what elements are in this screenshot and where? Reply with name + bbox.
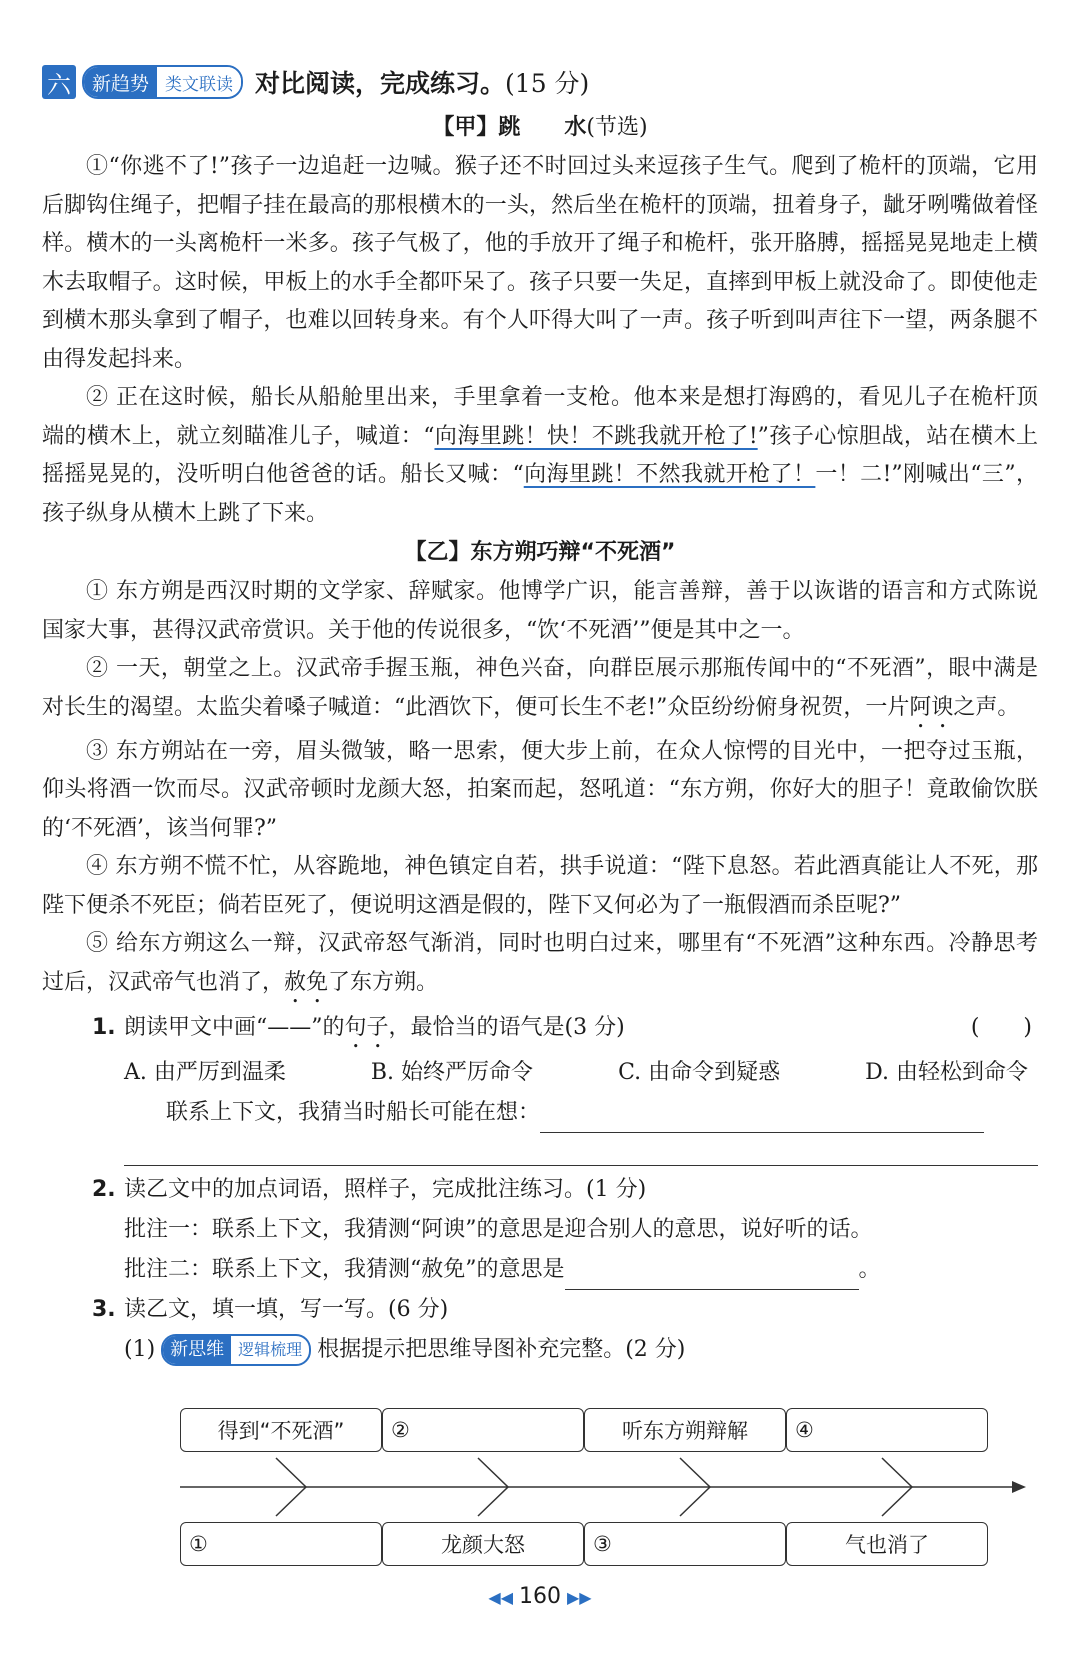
pb5-text-a: ⑤ 给东方朔这么一辩，汉武帝怒气渐消，同时也明白过来，哪里有“不死酒”这种东西。冷静思考过后，汉武帝气也消了，	[42, 931, 1038, 995]
option-b[interactable]: B. 始终严厉命令	[370, 1059, 534, 1085]
passage-b-paragraph-3: ③ 东方朔站在一旁，眉头微皱，略一思索，便大步上前，在众人惊愕的目光中，一把夺过玉瓶，仰头将酒一饮而尽。汉武帝顿时龙颜大怒，拍案而起，怒吼道：“东方朔，你好大的胆子！竟敢偷饮朕的‘不死酒’，该当何罪?”	[42, 738, 1038, 841]
trend-badge-sub: 类文联读	[157, 67, 241, 97]
instruction-points: (15 分)	[505, 69, 590, 98]
option-a[interactable]: A. 由严厉到温柔	[124, 1059, 286, 1085]
p2-text-c: 一！二!”刚喊出“三”，孩子纵身从横木上跳了下来。	[42, 462, 1038, 526]
map-top-box-3-text: 听东方朔辩解	[622, 1419, 748, 1443]
q1-text-a: 朗读甲文中画“——”的	[124, 1014, 345, 1040]
instruction-text: 对比阅读，完成练习。	[255, 69, 506, 98]
q1-text-b: ，最恰当的语气是(3 分)	[388, 1014, 625, 1040]
map-top-box-3	[584, 1408, 786, 1452]
pb2-text-b: 之声。	[953, 694, 1020, 720]
pb5-text-b: 了东方朔。	[328, 969, 439, 995]
map-top-box-2[interactable]	[382, 1408, 584, 1452]
annotation-2-text: 批注二：联系上下文，我猜测“赦免”的意思是	[124, 1256, 565, 1282]
question-3-text: 读乙文，填一填，写一写。(6 分)	[124, 1296, 449, 1322]
thinking-badge	[161, 1334, 311, 1366]
content	[42, 108, 1038, 1370]
passage-a-title	[42, 108, 1038, 148]
option-c[interactable]: C. 由命令到疑惑	[618, 1059, 781, 1085]
map-top-box-2-text: ②	[391, 1418, 410, 1442]
section-instruction	[255, 64, 589, 100]
map-top-box-4-text: ④	[795, 1418, 814, 1442]
thinking-badge-sub: 逻辑梳理	[238, 1339, 303, 1359]
p2-text-a: ② 正在这时候，船长从船舱里出来，手里拿着一支枪。他本来是想打海鸥的，看见儿子在桅杆顶端的横木上，就立刻瞄准儿子，喊道：“	[42, 385, 1038, 449]
trend-badge	[82, 65, 243, 99]
annotation-2	[42, 1250, 1038, 1290]
map-bottom-box-1[interactable]	[180, 1522, 382, 1566]
question-1-number: 1.	[92, 1014, 116, 1040]
map-bottom-box-4	[786, 1522, 988, 1566]
section-header	[42, 60, 1038, 104]
pb2-text-a: ② 一天，朝堂之上。汉武帝手握玉瓶，神色兴奋，向群臣展示那瓶传闻中的“不死酒”，眼中满是对长生的渴望。太监尖着嗓子喊道：“此酒饮下，便可长生不老!”众臣纷纷俯身祝贺，一片	[42, 656, 1038, 720]
passage-b-paragraph-5	[42, 925, 1038, 1008]
underlined-sentence-1: 向海里跳！快！不跳我就开枪了!	[434, 423, 758, 449]
question-1	[42, 1008, 1038, 1053]
thinking-badge-main: 新思维	[163, 1336, 231, 1364]
passage-a-subtitle: (节选)	[586, 115, 648, 140]
page-footer	[0, 1584, 1080, 1609]
map-top-box-1	[180, 1408, 382, 1452]
q1-prompt-text: 联系上下文，我猜当时船长可能在想：	[166, 1099, 541, 1125]
map-bottom-box-1-text: ①	[189, 1532, 208, 1556]
passage-b-title: 【乙】东方朔巧辩“不死酒”	[404, 540, 676, 565]
prev-arrows-icon: ◀◀	[488, 1588, 513, 1607]
dotted-word-ayu: 阿谀	[909, 694, 954, 720]
passage-a-title-text: 【甲】跳 水	[432, 115, 587, 140]
section-number: 六	[42, 65, 76, 99]
map-bottom-box-3-text: ③	[593, 1532, 612, 1556]
answer-bracket[interactable]: ( )	[970, 1014, 1032, 1040]
passage-b-paragraph-4: ④ 东方朔不慌不忙，从容跪地，神色镇定自若，拱手说道：“陛下息怒。若此酒真能让人不死，那陛下便杀不死臣；倘若臣死了，便说明这酒是假的，陛下又何必为了一瓶假酒而杀臣呢?”	[42, 854, 1038, 918]
question-1-text	[92, 1008, 1038, 1053]
question-3	[42, 1290, 1038, 1330]
annotation-1: 批注一：联系上下文，我猜测“阿谀”的意思是迎合别人的意思，说好听的话。	[124, 1216, 873, 1242]
question-1-prompt	[42, 1093, 1038, 1133]
next-arrows-icon: ▶▶	[567, 1588, 592, 1607]
question-2-number: 2.	[92, 1176, 116, 1202]
sub-question-number: (1)	[124, 1336, 156, 1362]
timeline-arrowhead	[1012, 1481, 1026, 1493]
annotation-2-end: 。	[858, 1256, 881, 1282]
sub-question-text: 根据提示把思维导图补充完整。(2 分)	[317, 1336, 686, 1362]
dotted-word-shemian: 赦免	[284, 969, 329, 995]
answer-line-1[interactable]	[540, 1102, 984, 1133]
question-2	[42, 1170, 1038, 1210]
map-top-box-4[interactable]	[786, 1408, 988, 1452]
passage-b-paragraph-1: ① 东方朔是西汉时期的文学家、辞赋家。他博学广识，能言善辩，善于以诙谐的语言和方式陈说国家大事，甚得汉武帝赏识。关于他的传说很多，“饮‘不死酒’”便是其中之一。	[42, 579, 1038, 643]
question-3-sub-1	[42, 1330, 1038, 1370]
map-bottom-box-4-text: 气也消了	[845, 1533, 929, 1557]
question-1-options	[42, 1053, 1038, 1093]
map-top-box-1-text: 得到“不死酒”	[217, 1419, 345, 1443]
mind-map	[180, 1408, 1026, 1566]
passage-a-paragraph-1: ①“你逃不了!”孩子一边追赶一边喊。猴子还不时回过头来逗孩子生气。爬到了桅杆的顶端，它用后脚钩住绳子，把帽子挂在最高的那根横木的一头，然后坐在桅杆的顶端，扭着身子，龇牙咧嘴做着怪样。横木的一头离桅杆一米多。孩子气极了，他的手放开了绳子和桅杆，张开胳膊，摇摇晃晃地走上横木去取帽子。这时候，甲板上的水手全都吓呆了。孩子只要一失足，直摔到甲板上就没命了。即使他走到横木那头拿到了帽子，也难以回转身来。有个人吓得大叫了一声。孩子听到叫声往下一望，两条腿不由得发起抖来。	[42, 154, 1038, 372]
answer-line-2[interactable]	[124, 1135, 1038, 1166]
question-3-number: 3.	[92, 1296, 116, 1322]
page-number: 160	[519, 1584, 561, 1609]
annotation-2-blank[interactable]	[565, 1259, 859, 1290]
map-bottom-box-3[interactable]	[584, 1522, 786, 1566]
trend-badge-main: 新趋势	[84, 67, 157, 97]
q1-dotted-word: 句子	[344, 1014, 389, 1040]
passage-b-paragraph-2	[42, 650, 1038, 733]
option-d[interactable]: D. 由轻松到命令	[865, 1059, 1028, 1085]
p2-text-b: ”孩子心惊胆战，站在横木上摇摇晃晃的，没听明白他爸爸的话。船长又喊：“	[42, 423, 1039, 487]
question-2-text: 读乙文中的加点词语，照样子，完成批注练习。(1 分)	[124, 1176, 647, 1202]
map-bottom-box-2-text: 龙颜大怒	[441, 1533, 525, 1557]
map-bottom-box-2	[382, 1522, 584, 1566]
underlined-sentence-2: 向海里跳！不然我就开枪了！	[523, 462, 816, 487]
passage-a-paragraph-2	[42, 379, 1038, 533]
